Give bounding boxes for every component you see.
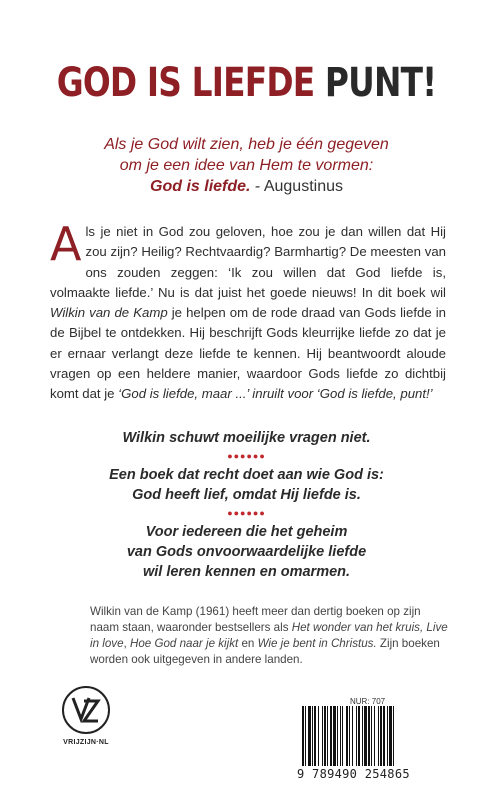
barcode-bar (349, 706, 350, 766)
callout-block (40, 428, 453, 582)
barcode-bar (383, 706, 385, 766)
barcode-bar (333, 706, 336, 766)
bio-book-4: Wie je bent in Christus. (257, 637, 377, 650)
book-title (44, 60, 448, 106)
isbn-digits: 9 789490 254865 (297, 767, 410, 781)
bio-text-2: Zijn boeken worden ook uitgegeven in andere landen. (90, 637, 440, 666)
barcode-bar (318, 706, 319, 766)
author-bio (90, 604, 450, 668)
dropcap-letter: A (50, 217, 82, 271)
blurb-part-2: je helpen om de rode draad van Gods liefde in de Bijbel te ontdekken. Hij beschrijft Gods kleurrijke liefde zo dat je er ernaar verlangt deze liefde te kennen. Hij beantwoordt aloude vragen op een heldere manier, waardoor Gods liefde zo dichtbij komt dat je (50, 305, 446, 402)
quote-line-2: om je een idee van Hem te vormen: (119, 157, 374, 174)
barcode-bar (378, 706, 379, 766)
barcode-bar (352, 706, 353, 766)
barcode-bar (368, 706, 370, 766)
isbn-barcode (300, 706, 430, 766)
barcode-bar (337, 706, 338, 766)
nur-code: NUR: 707 (350, 697, 386, 706)
barcode-bar (322, 706, 323, 766)
publisher-name: VRIJZIJN·NL (63, 739, 109, 746)
barcode-bar (327, 706, 328, 766)
dot-divider: ●●●●●● (227, 508, 266, 518)
callout-2-line-1: Een boek dat recht doet aan wie God is: (109, 467, 384, 483)
barcode-bar (324, 706, 326, 766)
barcode-bar (346, 706, 348, 766)
barcode-bar (362, 706, 363, 766)
bio-book-3: Hoe God naar je kijkt (129, 637, 239, 650)
vz-monogram-icon (62, 686, 110, 734)
barcode-bar (364, 706, 367, 766)
quote-line-3 (40, 176, 453, 197)
title-main: GOD IS LIEFDE (56, 60, 325, 106)
barcode-bar (380, 706, 382, 766)
augustinus-quote (40, 134, 453, 197)
title-punt: PUNT! (324, 60, 437, 106)
callout-2 (40, 465, 453, 505)
barcode-bar (308, 706, 311, 766)
barcode-bar (314, 706, 316, 766)
blurb-part-1: ls je niet in God zou geloven, hoe zou je dan willen dat Hij zou zijn? Heilig? Rechtvaardig? Barmhartig? De meesten van ons zouden zeggen: ‘Ik zou willen dat God liefde is, volmaakte liefde.’ Nu is dat juist het goede nieuws! In dit boek wil (50, 224, 446, 300)
callout-1-text: Wilkin schuwt moeilijke vragen niet. (122, 430, 371, 446)
callout-3-line-1: Voor iedereen die het geheim (145, 524, 348, 540)
bio-book-1: Het wonder van het kruis, (291, 621, 424, 634)
callout-3-line-2: van Gods onvoorwaardelijke liefde (126, 544, 367, 560)
barcode-bar (371, 706, 372, 766)
callout-3 (40, 522, 453, 582)
dot-divider: ●●●●●● (227, 451, 266, 461)
bio-book-2: Live in love (90, 621, 448, 650)
barcode-bar (305, 706, 306, 766)
barcode-bar (358, 706, 360, 766)
barcode-bar (342, 706, 343, 766)
barcode-bar (393, 706, 394, 766)
bio-sep-3: en (238, 637, 258, 650)
barcode-bar (330, 706, 332, 766)
callout-1 (40, 428, 453, 448)
barcode-bar (387, 706, 388, 766)
barcode-bar (374, 706, 375, 766)
blurb-text (50, 217, 446, 405)
publisher-logo (60, 686, 112, 752)
bio-text-1: Wilkin van de Kamp (1961) heeft meer dan dertig boeken op zijn naam staan, waaronder bestsellers als (90, 605, 421, 634)
callout-3-line-3: wil leren kennen en omarmen. (142, 564, 351, 580)
blurb-italic-end: ‘God is liefde, maar ...’ inruilt voor ‘God is liefde, punt!’ (118, 386, 433, 402)
blurb-author: Wilkin van de Kamp (50, 305, 168, 321)
quote-author: - Augustinus (250, 178, 343, 195)
bio-sep-2: , (123, 637, 130, 650)
barcode-bar (340, 706, 341, 766)
quote-strong: God is liefde. (150, 178, 251, 195)
barcode-bar (389, 706, 392, 766)
barcode-bar (302, 706, 304, 766)
barcode-bar (356, 706, 357, 766)
callout-2-line-2: God heeft lief, omdat Hij liefde is. (132, 487, 361, 503)
barcode-bar (312, 706, 313, 766)
quote-line-1: Als je God wilt zien, heb je één gegeven (104, 136, 389, 153)
